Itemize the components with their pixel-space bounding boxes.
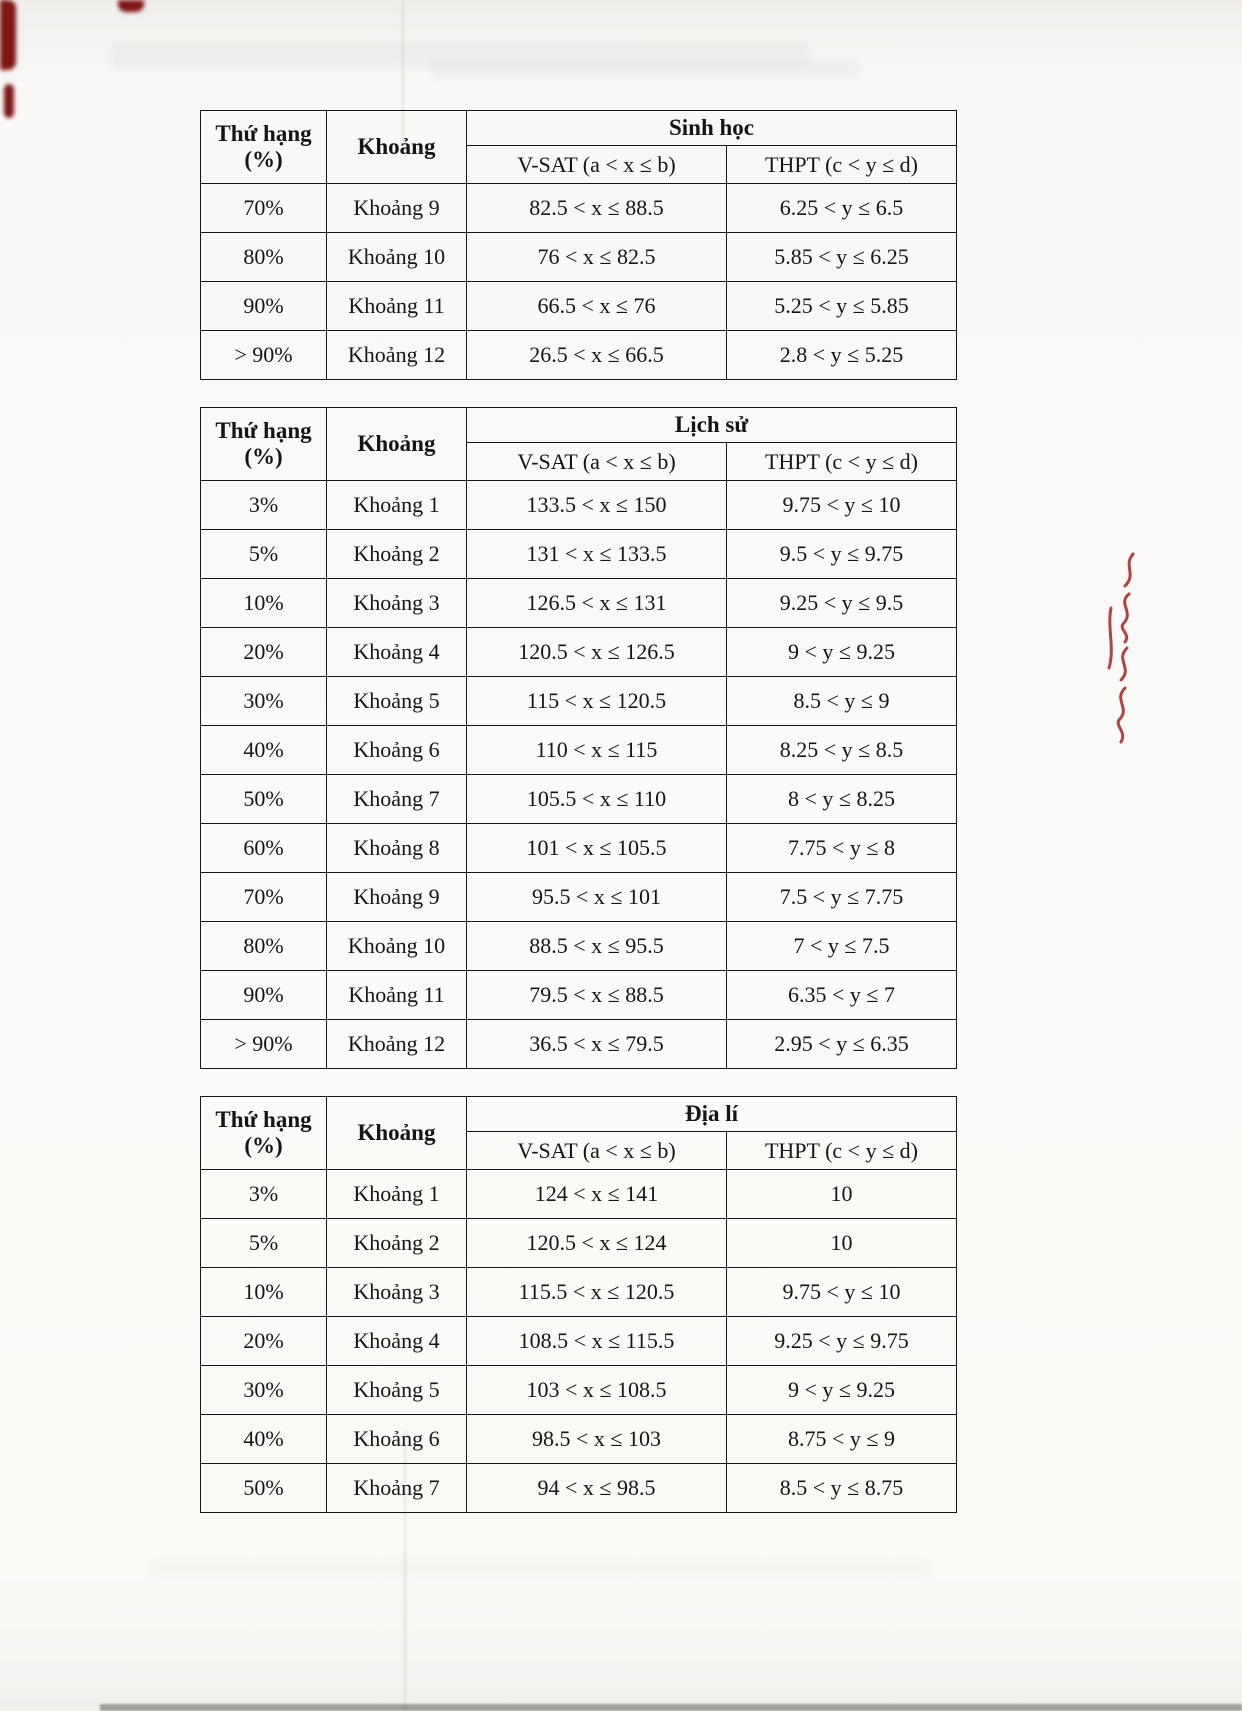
table-cell: Khoảng 6 [327, 1415, 467, 1464]
table-cell: 8.25 < y ≤ 8.5 [727, 726, 957, 775]
table-cell: 88.5 < x ≤ 95.5 [467, 922, 727, 971]
table-row [201, 184, 957, 233]
table-row [201, 1268, 957, 1317]
table-cell: 94 < x ≤ 98.5 [467, 1464, 727, 1513]
subject-header: Lịch sử [467, 408, 957, 443]
table-row [201, 1219, 957, 1268]
table-cell: 36.5 < x ≤ 79.5 [467, 1020, 727, 1069]
header-row [201, 1097, 957, 1132]
rank-header [201, 1097, 327, 1170]
table-cell: 50% [201, 775, 327, 824]
table-row [201, 579, 957, 628]
score-table-dia-li [200, 1096, 957, 1513]
table-cell: > 90% [201, 1020, 327, 1069]
table-cell: 2.95 < y ≤ 6.35 [727, 1020, 957, 1069]
table-cell: Khoảng 9 [327, 873, 467, 922]
scan-noise-band [430, 60, 860, 78]
table-cell: 7.75 < y ≤ 8 [727, 824, 957, 873]
table-cell: 70% [201, 184, 327, 233]
table-row [201, 1170, 957, 1219]
table-cell: 105.5 < x ≤ 110 [467, 775, 727, 824]
table-cell: 115 < x ≤ 120.5 [467, 677, 727, 726]
table-cell: 66.5 < x ≤ 76 [467, 282, 727, 331]
table-cell: Khoảng 1 [327, 481, 467, 530]
table-row [201, 726, 957, 775]
table-cell: 98.5 < x ≤ 103 [467, 1415, 727, 1464]
red-smudge [118, 0, 144, 12]
table-row [201, 282, 957, 331]
table-cell: Khoảng 3 [327, 1268, 467, 1317]
subject-header: Địa lí [467, 1097, 957, 1132]
vsat-header: V-SAT (a < x ≤ b) [467, 443, 727, 481]
table-cell: 40% [201, 726, 327, 775]
khoang-header: Khoảng [327, 111, 467, 184]
vsat-header: V-SAT (a < x ≤ b) [467, 1132, 727, 1170]
table-cell: 9 < y ≤ 9.25 [727, 628, 957, 677]
table-cell: Khoảng 10 [327, 233, 467, 282]
table-cell: 3% [201, 1170, 327, 1219]
rank-header-line2: (%) [244, 147, 283, 172]
rank-header-line2: (%) [244, 1133, 283, 1158]
table-cell: Khoảng 7 [327, 775, 467, 824]
table-cell: 8.5 < y ≤ 9 [727, 677, 957, 726]
table-cell: 60% [201, 824, 327, 873]
scan-noise-band [150, 1560, 930, 1576]
table-cell: > 90% [201, 331, 327, 380]
table-cell: Khoảng 6 [327, 726, 467, 775]
table-cell: 10 [727, 1219, 957, 1268]
table-cell: 115.5 < x ≤ 120.5 [467, 1268, 727, 1317]
table-row [201, 481, 957, 530]
table-cell: 30% [201, 677, 327, 726]
table-cell: 95.5 < x ≤ 101 [467, 873, 727, 922]
red-smudge [4, 84, 14, 118]
table-cell: Khoảng 4 [327, 628, 467, 677]
table-cell: 9.5 < y ≤ 9.75 [727, 530, 957, 579]
table-cell: 8 < y ≤ 8.25 [727, 775, 957, 824]
table-cell: 6.25 < y ≤ 6.5 [727, 184, 957, 233]
table-row [201, 233, 957, 282]
table-cell: Khoảng 3 [327, 579, 467, 628]
table-cell: Khoảng 9 [327, 184, 467, 233]
table-row [201, 1366, 957, 1415]
thpt-header: THPT (c < y ≤ d) [727, 443, 957, 481]
rank-header [201, 111, 327, 184]
table-cell: 3% [201, 481, 327, 530]
table-cell: 26.5 < x ≤ 66.5 [467, 331, 727, 380]
rank-header-line1: Thứ hạng [215, 417, 312, 443]
table-cell: Khoảng 12 [327, 331, 467, 380]
table-cell: 5% [201, 1219, 327, 1268]
table-row [201, 1464, 957, 1513]
table-cell: 9.25 < y ≤ 9.5 [727, 579, 957, 628]
table-cell: 90% [201, 971, 327, 1020]
table-row [201, 775, 957, 824]
table-cell: Khoảng 1 [327, 1170, 467, 1219]
table-cell: Khoảng 2 [327, 1219, 467, 1268]
table-cell: Khoảng 5 [327, 1366, 467, 1415]
table-cell: Khoảng 11 [327, 971, 467, 1020]
table-row [201, 1020, 957, 1069]
table-cell: 120.5 < x ≤ 124 [467, 1219, 727, 1268]
table-row [201, 331, 957, 380]
table-cell: 103 < x ≤ 108.5 [467, 1366, 727, 1415]
table-cell: Khoảng 7 [327, 1464, 467, 1513]
table-cell: 10% [201, 579, 327, 628]
table-cell: 76 < x ≤ 82.5 [467, 233, 727, 282]
table-cell: Khoảng 12 [327, 1020, 467, 1069]
header-row [201, 408, 957, 443]
table-cell: 30% [201, 1366, 327, 1415]
table-cell: 8.5 < y ≤ 8.75 [727, 1464, 957, 1513]
table-cell: Khoảng 5 [327, 677, 467, 726]
rank-header-line2: (%) [244, 444, 283, 469]
rank-header [201, 408, 327, 481]
score-table-lich-su [200, 407, 957, 1069]
table-cell: 133.5 < x ≤ 150 [467, 481, 727, 530]
table-cell: 10% [201, 1268, 327, 1317]
table-cell: 120.5 < x ≤ 126.5 [467, 628, 727, 677]
table-cell: 80% [201, 922, 327, 971]
table-cell: 9.75 < y ≤ 10 [727, 481, 957, 530]
thpt-header: THPT (c < y ≤ d) [727, 1132, 957, 1170]
table-cell: 9.75 < y ≤ 10 [727, 1268, 957, 1317]
score-table-sinh-hoc [200, 110, 957, 380]
khoang-header: Khoảng [327, 408, 467, 481]
khoang-header: Khoảng [327, 1097, 467, 1170]
table-cell: 108.5 < x ≤ 115.5 [467, 1317, 727, 1366]
table-cell: 8.75 < y ≤ 9 [727, 1415, 957, 1464]
table-row [201, 922, 957, 971]
table-cell: 110 < x ≤ 115 [467, 726, 727, 775]
table-cell: 7 < y ≤ 7.5 [727, 922, 957, 971]
table-cell: 20% [201, 1317, 327, 1366]
table-cell: 20% [201, 628, 327, 677]
subject-header: Sinh học [467, 111, 957, 146]
table-row [201, 530, 957, 579]
table-cell: 82.5 < x ≤ 88.5 [467, 184, 727, 233]
table-cell: 80% [201, 233, 327, 282]
table-row [201, 1415, 957, 1464]
table-cell: 70% [201, 873, 327, 922]
table-cell: Khoảng 8 [327, 824, 467, 873]
table-cell: Khoảng 11 [327, 282, 467, 331]
vsat-header: V-SAT (a < x ≤ b) [467, 146, 727, 184]
table-cell: 7.5 < y ≤ 7.75 [727, 873, 957, 922]
table-row [201, 628, 957, 677]
table-cell: 6.35 < y ≤ 7 [727, 971, 957, 1020]
table-cell: 5.85 < y ≤ 6.25 [727, 233, 957, 282]
table-cell: 131 < x ≤ 133.5 [467, 530, 727, 579]
table-row [201, 971, 957, 1020]
table-cell: 2.8 < y ≤ 5.25 [727, 331, 957, 380]
table-cell: Khoảng 2 [327, 530, 467, 579]
scanner-edge-strip [100, 1704, 1242, 1711]
table-row [201, 824, 957, 873]
table-cell: 126.5 < x ≤ 131 [467, 579, 727, 628]
table-row [201, 677, 957, 726]
header-row [201, 111, 957, 146]
rank-header-line1: Thứ hạng [215, 120, 312, 146]
table-cell: 90% [201, 282, 327, 331]
table-cell: 124 < x ≤ 141 [467, 1170, 727, 1219]
tables-container [200, 110, 958, 1540]
table-cell: 9 < y ≤ 9.25 [727, 1366, 957, 1415]
table-cell: 9.25 < y ≤ 9.75 [727, 1317, 957, 1366]
red-smudge [0, 0, 16, 70]
table-cell: 10 [727, 1170, 957, 1219]
table-cell: 79.5 < x ≤ 88.5 [467, 971, 727, 1020]
table-cell: 40% [201, 1415, 327, 1464]
table-cell: 101 < x ≤ 105.5 [467, 824, 727, 873]
table-cell: 50% [201, 1464, 327, 1513]
red-ink-annotation [1093, 548, 1145, 758]
table-cell: Khoảng 10 [327, 922, 467, 971]
table-cell: Khoảng 4 [327, 1317, 467, 1366]
table-row [201, 873, 957, 922]
rank-header-line1: Thứ hạng [215, 1106, 312, 1132]
table-row [201, 1317, 957, 1366]
table-cell: 5% [201, 530, 327, 579]
thpt-header: THPT (c < y ≤ d) [727, 146, 957, 184]
table-cell: 5.25 < y ≤ 5.85 [727, 282, 957, 331]
